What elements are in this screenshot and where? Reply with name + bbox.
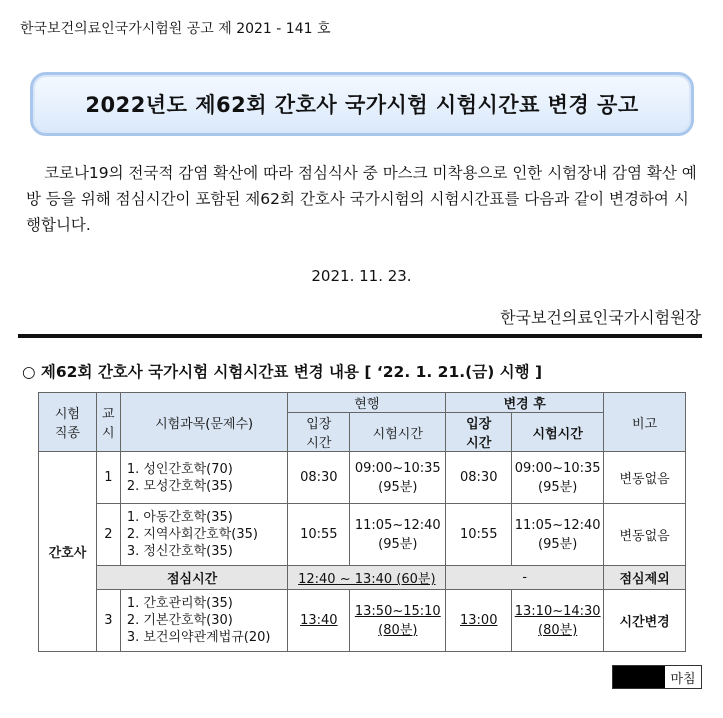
end-marker xyxy=(612,665,702,689)
title-banner xyxy=(30,72,694,136)
lunch-remark: 점심제외 xyxy=(604,566,686,590)
header-changed: 변경 후 xyxy=(446,393,604,413)
subjects-cell: 1. 성인간호학(70) 2. 모성간호학(35) xyxy=(120,452,288,504)
header-current-time: 시험시간 xyxy=(350,413,446,452)
changed-time: 09:00~10:35 (95분) xyxy=(512,452,604,504)
current-entry: 08:30 xyxy=(288,452,350,504)
notice-number: 한국보건의료인국가시험원 공고 제 2021 - 141 호 xyxy=(20,21,331,37)
lunch-row xyxy=(39,566,686,590)
current-entry: 10:55 xyxy=(288,504,350,566)
lunch-current: 12:40 ~ 13:40 (60분) xyxy=(288,566,446,590)
remark: 시간변경 xyxy=(604,590,686,652)
header-period: 교 시 xyxy=(96,393,120,452)
header-current-entry: 입장 시간 xyxy=(288,413,350,452)
lunch-changed: - xyxy=(446,566,604,590)
current-time: 13:50~15:10 (80분) xyxy=(350,590,446,652)
current-time: 09:00~10:35 (95분) xyxy=(350,452,446,504)
subjects-cell: 1. 아동간호학(35) 2. 지역사회간호학(35) 3. 정신간호학(35) xyxy=(120,504,288,566)
schedule-table xyxy=(38,392,686,652)
job-name: 간호사 xyxy=(39,452,97,652)
header-changed-time: 시험시간 xyxy=(512,413,604,452)
table-row xyxy=(39,504,686,566)
header-job: 시험 직종 xyxy=(39,393,97,452)
changed-time: 13:10~14:30 (80분) xyxy=(512,590,604,652)
remark: 변동없음 xyxy=(604,452,686,504)
changed-entry: 10:55 xyxy=(446,504,512,566)
current-entry: 13:40 xyxy=(288,590,350,652)
issuer: 한국보건의료인국가시험원장 xyxy=(500,308,701,327)
section-title: ○ 제62회 간호사 국가시험 시험시간표 변경 내용 [ ‘22. 1. 21.(금) 시행 ] xyxy=(22,363,543,381)
changed-time: 11:05~12:40 (95분) xyxy=(512,504,604,566)
page-title: 2022년도 제62회 간호사 국가시험 시험시간표 변경 공고 xyxy=(85,93,639,117)
divider xyxy=(18,334,702,338)
notice-body: 코로나19의 전국적 감염 확산에 따라 점심식사 중 마스크 미착용으로 인한 시험장내 감염 확산 예방 등을 위해 점심시간이 포함된 제62회 간호사 국가시험의 시험시간표를 다음과 같이 변경하여 시행합니다. xyxy=(26,164,697,234)
lunch-label: 점심시간 xyxy=(96,566,288,590)
remark: 변동없음 xyxy=(604,504,686,566)
period-cell: 2 xyxy=(96,504,120,566)
header-current: 현행 xyxy=(288,393,446,413)
changed-entry: 13:00 xyxy=(446,590,512,652)
header-subjects: 시험과목(문제수) xyxy=(120,393,288,452)
end-label: 마침 xyxy=(670,671,696,687)
current-time: 11:05~12:40 (95분) xyxy=(350,504,446,566)
changed-entry: 08:30 xyxy=(446,452,512,504)
period-cell: 1 xyxy=(96,452,120,504)
header-remarks: 비고 xyxy=(604,393,686,452)
end-marker-bar xyxy=(613,666,665,688)
notice-date: 2021. 11. 23. xyxy=(311,267,412,285)
subjects-cell: 1. 간호관리학(35) 2. 기본간호학(30) 3. 보건의약관계법규(20) xyxy=(120,590,288,652)
table-row xyxy=(39,590,686,652)
table-row xyxy=(39,452,686,504)
period-cell: 3 xyxy=(96,590,120,652)
header-changed-entry: 입장 시간 xyxy=(446,413,512,452)
